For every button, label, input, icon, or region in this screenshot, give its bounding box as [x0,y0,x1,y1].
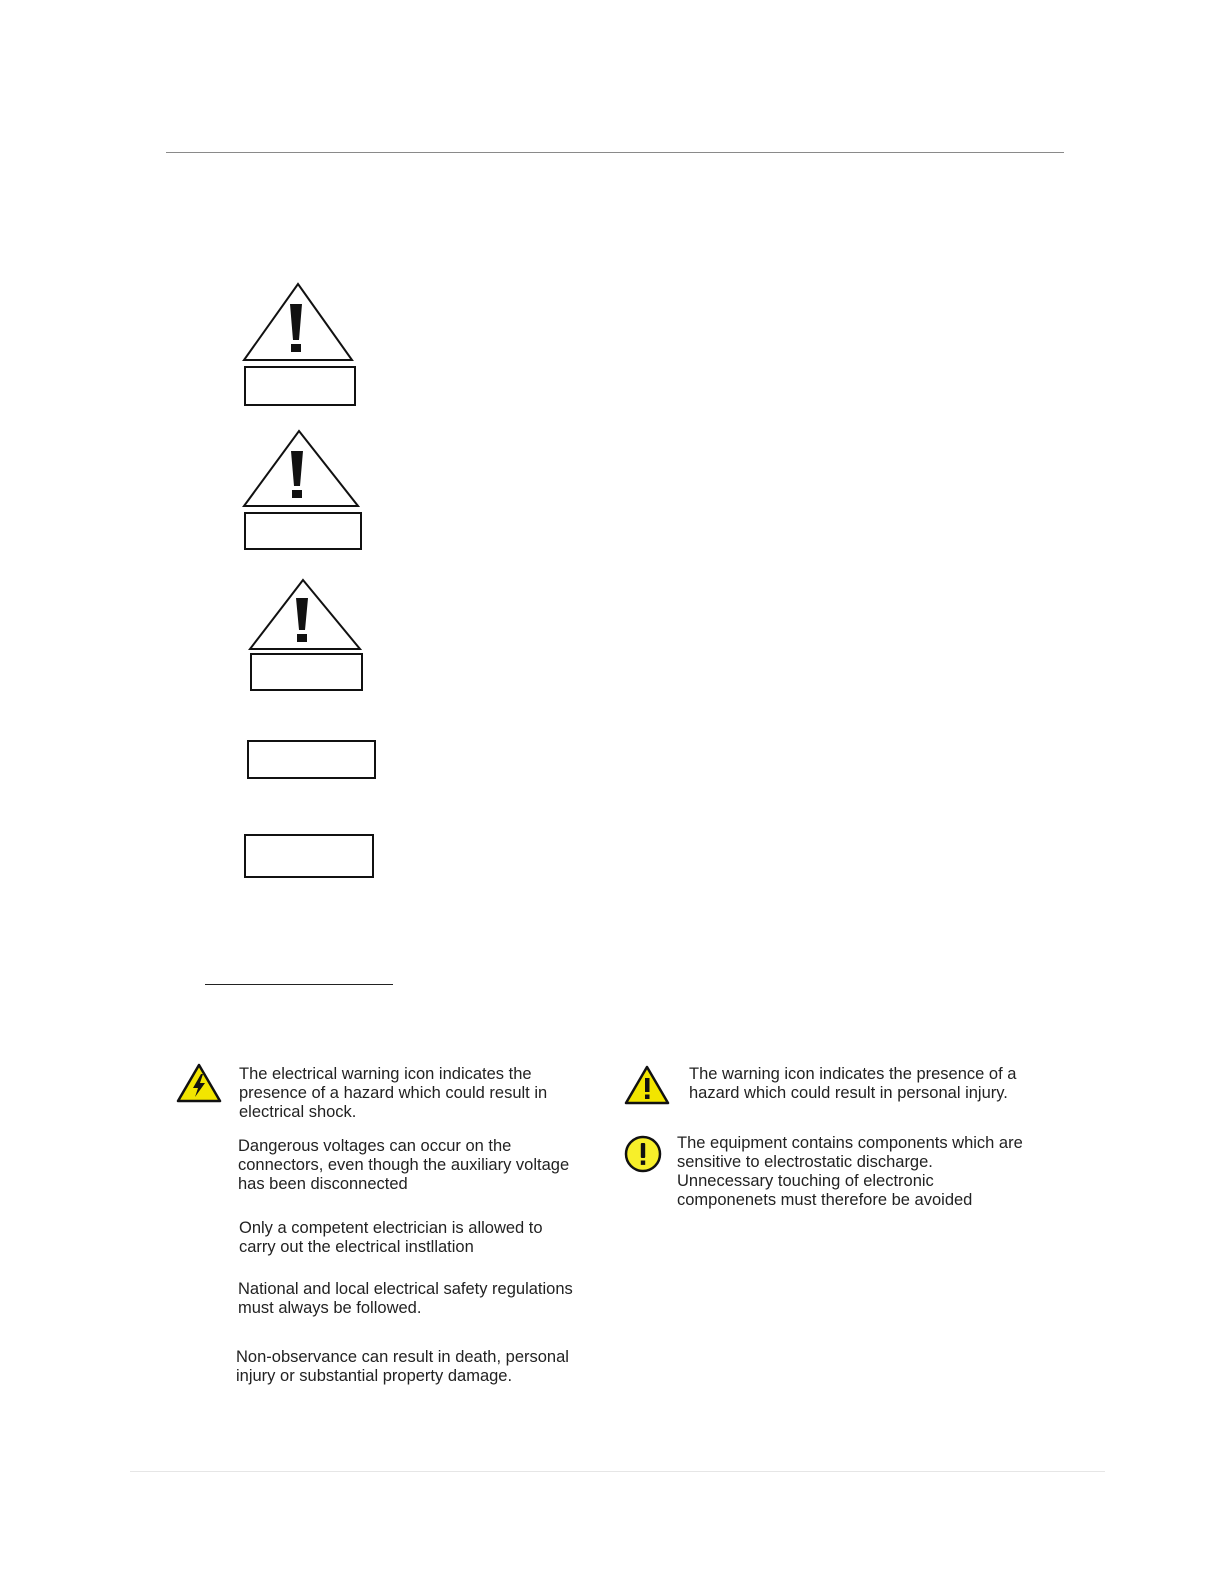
warning-triangle-icon [242,282,354,362]
warning-triangle-icon [242,429,360,509]
signal-word-box-5 [244,834,374,878]
section-heading-underline [205,984,393,985]
esd-caution-text: The equipment contains components which are sensitive to electrostatic discharge. Unnecessary touching of electronic componenets must therefore be avoided [677,1134,1023,1209]
warning-triangle-icon [248,578,362,652]
competent-electrician-text: Only a competent electrician is allowed to carry out the electrical instllation [239,1219,543,1256]
signal-word-box-3 [250,653,363,691]
esd-caution-icon [623,1134,663,1174]
warning-icon [624,1065,670,1105]
electrical-hazard-icon [176,1063,222,1103]
warning-icon-intro: The warning icon indicates the presence of a hazard which could result in personal injury. [689,1065,1017,1102]
signal-word-box-2 [244,512,362,550]
header-divider [166,152,1064,153]
footer-divider [130,1471,1105,1472]
signal-word-box-4 [247,740,376,779]
dangerous-voltages-text: Dangerous voltages can occur on the connectors, even though the auxiliary voltage has been disconnected [238,1137,570,1193]
non-observance-text: Non-observance can result in death, personal injury or substantial property damage. [236,1348,569,1385]
signal-word-box-1 [244,366,356,406]
safety-regulations-text: National and local electrical safety regulations must always be followed. [238,1280,573,1317]
electrical-warning-intro: The electrical warning icon indicates the presence of a hazard which could result in electrical shock. [239,1065,548,1121]
